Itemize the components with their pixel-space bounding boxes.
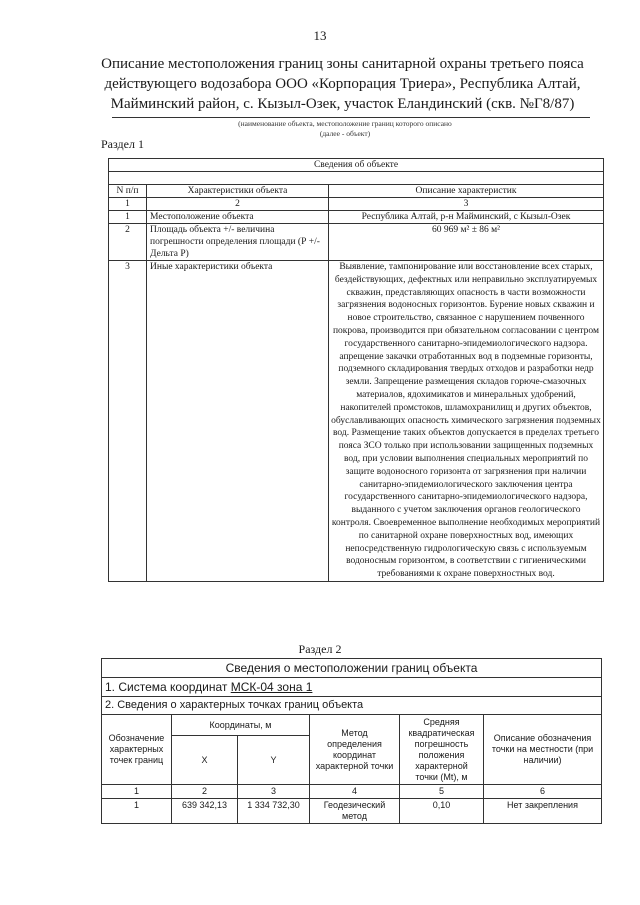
col-number: 3: [329, 198, 604, 211]
document-title: [95, 54, 590, 114]
column-number-row: [102, 785, 602, 799]
method: Геодезический метод: [310, 799, 400, 824]
col-number: 1: [109, 198, 147, 211]
section2-label: Раздел 2: [298, 642, 342, 656]
coord-system-value: МСК-04 зона 1: [230, 680, 313, 694]
table-row: [109, 224, 604, 261]
col-number: 6: [484, 785, 602, 799]
table-row: [102, 799, 602, 824]
header-row: [109, 185, 604, 198]
title-line: Майминский район, с. Кызыл-Озек, участок Еландинский (скв. №Г8/87): [110, 96, 575, 112]
points-header: 2. Сведения о характерных точках границ объекта: [102, 697, 602, 715]
header-y: Y: [238, 736, 310, 785]
header-method: Метод определения координат характерной точки: [310, 715, 400, 785]
caption-line: (наименование объекта, местоположение границ которого описано: [238, 119, 452, 128]
title-line: Описание местоположения границ зоны санитарной охраны третьего пояса: [101, 56, 584, 72]
header-number: N п/п: [109, 185, 147, 198]
header-point: Обозначение характерных точек границ: [102, 715, 172, 785]
title-line: действующего водозабора ООО «Корпорация Триера», Республика Алтай,: [104, 76, 581, 92]
marking: Нет закрепления: [484, 799, 602, 824]
table-row: [109, 211, 604, 224]
row-description: Выявление, тампонирование или восстановление всех старых, бездействующих, дефектных или неправильно эксплуатируемых скважин, представляющих опасность в части возможности загрязнения водоносных горизонтов. Бурение новых скважин и новое строительство, связанное с нарушением почвенного покрова, производится при обязательном согласовании с центром государственного санитарно-эпидемиологического надзора. апрещение закачки отработанных вод в подземные горизонты, подземного складирования твердых отходов и разработки недр земли. Запрещение размещения складов горюче-смазочных материалов, ядохимикатов и минеральных удобрений, накопителей промстоков, шламохранилищ и других объектов, обуславливающих опасность химического загрязнения подземных вод. Размещение таких объектов допускается в пределах третьего пояса ЗСО только при использовании защищенных подземных вод, при условии выполнения специальных мероприятий по защите водоносного горизонта от загрязнения при наличии санитарно-эпидемиологического заключения центра государственного санитарно-эпидемиологического надзора, выданного с учетом заключения органов геологического контроля. Своевременное выполнение необходимых мероприятий по санитарной охране поверхностных вод, имеющих непосредственную гидрологическую связь с используемым водоносным горизонтом, в соответствии с гигиеническими требованиями к охране поверхностных вод.: [329, 261, 604, 582]
caption-line: (далее - объект): [319, 129, 371, 138]
page-number: 13: [313, 28, 327, 43]
point-id: 1: [102, 799, 172, 824]
row-number: 2: [109, 224, 147, 261]
coord-x: 639 342,13: [172, 799, 238, 824]
error: 0,10: [400, 799, 484, 824]
col-number: 2: [147, 198, 329, 211]
section1-label: Раздел 1: [101, 137, 144, 151]
row-description: 60 969 м² ± 86 м²: [329, 224, 604, 261]
table-row: [109, 261, 604, 582]
boundary-table: [101, 658, 602, 824]
col-number: 4: [310, 785, 400, 799]
header-error: Средняя квадратическая погрешность положения характерной точки (Mt), м: [400, 715, 484, 785]
blank-row: [109, 172, 604, 185]
header-row: [102, 715, 602, 736]
col-number: 3: [238, 785, 310, 799]
row-description: Республика Алтай, р-н Майминский, с Кызыл-Озек: [329, 211, 604, 224]
coord-y: 1 334 732,30: [238, 799, 310, 824]
header-characteristic: Характеристики объекта: [147, 185, 329, 198]
col-number: 1: [102, 785, 172, 799]
row-number: 3: [109, 261, 147, 582]
header-x: X: [172, 736, 238, 785]
title-underline: [112, 117, 590, 118]
col-number: 2: [172, 785, 238, 799]
coord-system-label: 1. Система координат: [105, 680, 228, 694]
col-number: 5: [400, 785, 484, 799]
row-characteristic: Площадь объекта +/- величина погрешности определения площади (Р +/- Дельта Р): [147, 224, 329, 261]
row-number: 1: [109, 211, 147, 224]
header-description: Описание характеристик: [329, 185, 604, 198]
title-caption: [130, 119, 560, 139]
row-characteristic: Иные характеристики объекта: [147, 261, 329, 582]
table-title: Сведения об объекте: [109, 159, 604, 172]
header-coords: Координаты, м: [172, 715, 310, 736]
row-characteristic: Местоположение объекта: [147, 211, 329, 224]
coord-system-row: [102, 678, 602, 697]
column-number-row: [109, 198, 604, 211]
header-marking: Описание обозначения точки на местности (при наличии): [484, 715, 602, 785]
object-info-table: [108, 158, 604, 582]
table-title: Сведения о местоположении границ объекта: [102, 659, 602, 678]
